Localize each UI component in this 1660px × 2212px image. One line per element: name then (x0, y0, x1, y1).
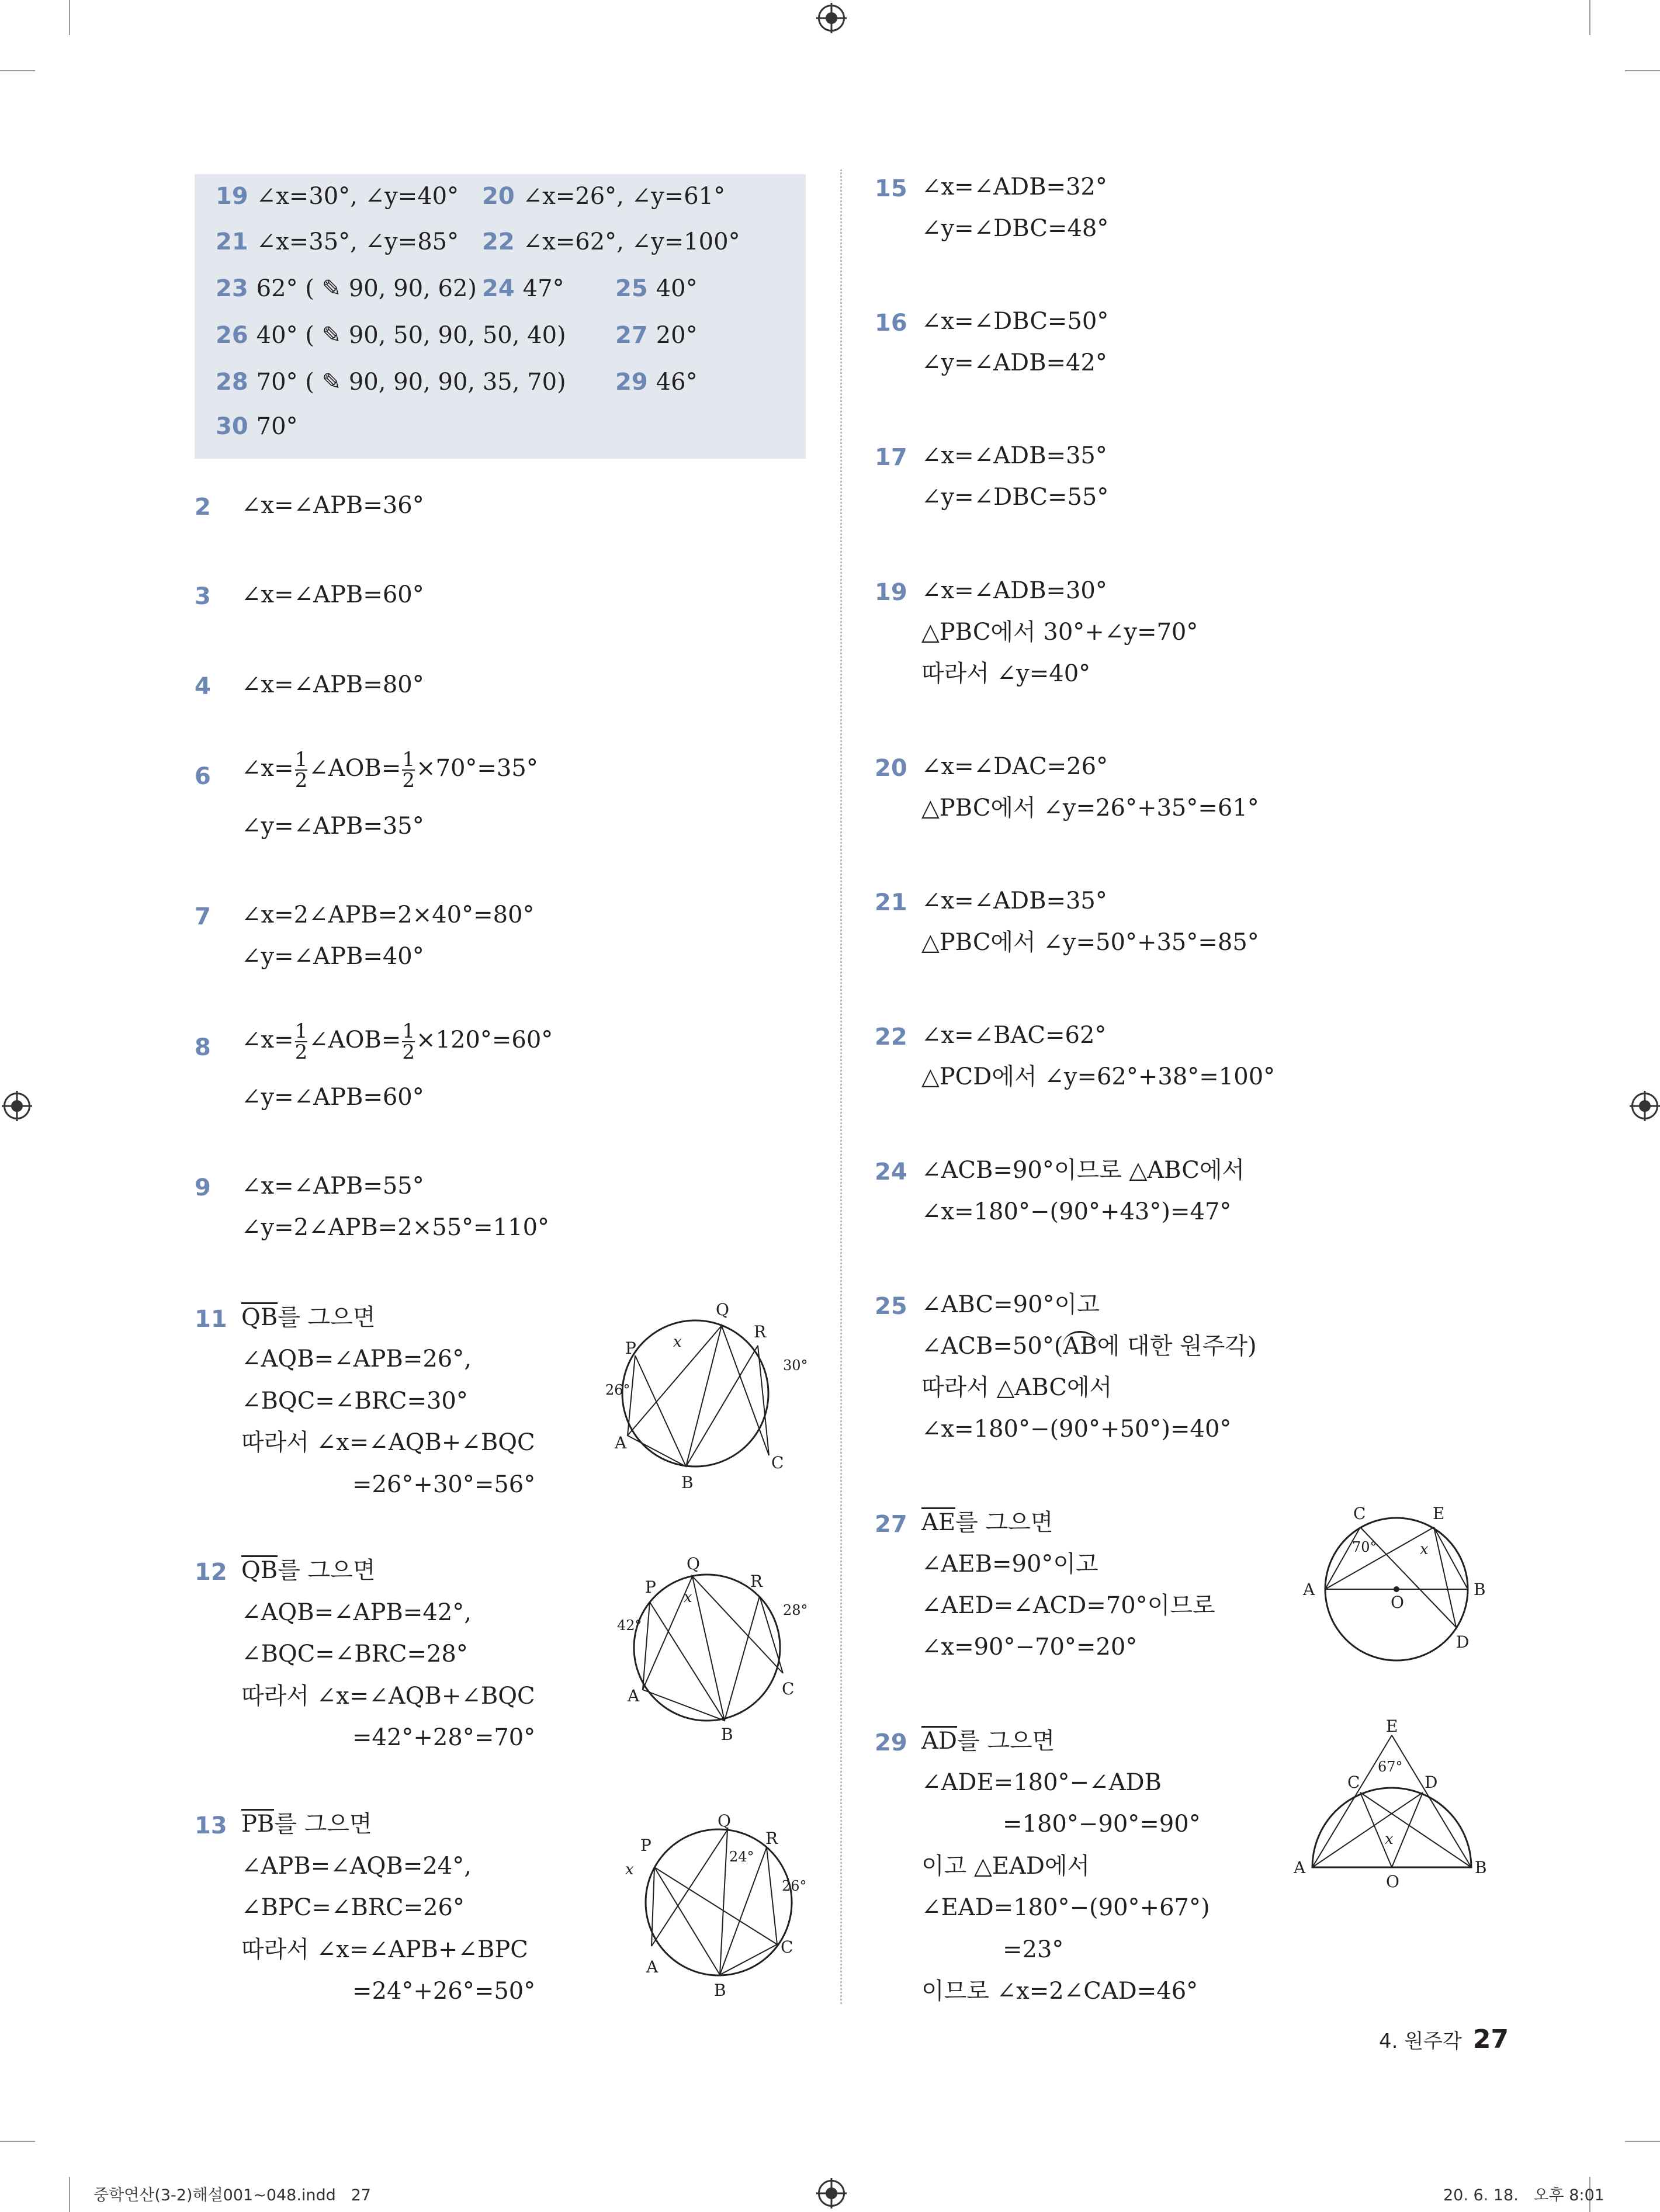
svg-text:A: A (1294, 1858, 1306, 1877)
solution-line: 따라서 ∠x=∠APB+∠BPC (241, 1936, 528, 1963)
solution-line: 따라서 ∠y=40° (921, 660, 1091, 687)
svg-text:B: B (1474, 1580, 1486, 1599)
solution-line: ∠x= $\frac{1}{2}$ ∠AOB= $\frac{1}{2}$ ×70°=35° (241, 748, 538, 792)
solution-line: =24°+26°=50° (352, 1978, 536, 2005)
solution-line: ∠x=180°−(90°+43°)=47° (921, 1198, 1232, 1225)
problem-number: 20 (875, 755, 907, 782)
solution-line: =42°+28°=70° (352, 1724, 536, 1751)
solution-line: ∠x=∠APB=60° (241, 581, 424, 608)
solution-line: ∠y=∠APB=40° (241, 943, 424, 970)
solution-line: △PBC에서 30°+∠y=70° (921, 619, 1198, 646)
svg-text:42°: 42° (617, 1617, 642, 1634)
crop-mark (1625, 2141, 1660, 2142)
solution-line: △PCD에서 ∠y=62°+38°=100° (921, 1063, 1276, 1090)
problem-number: 6 (195, 763, 211, 790)
column-divider (840, 169, 842, 2004)
svg-text:Q: Q (718, 1811, 731, 1830)
solution-line: ∠x=2∠APB=2×40°=80° (241, 902, 535, 928)
crop-mark (69, 0, 70, 35)
solution-line: ∠y=∠APB=35° (241, 813, 424, 840)
solution-line: ∠x=∠BAC=62° (921, 1022, 1107, 1049)
svg-text:B: B (681, 1473, 694, 1492)
answer-summary-box (195, 174, 806, 459)
solution-line: AE를 그으면 (921, 1511, 1053, 1534)
solution-line: ∠ACB=90°이므로 △ABC에서 (921, 1157, 1245, 1184)
svg-text:R: R (750, 1572, 763, 1591)
svg-text:C: C (771, 1453, 784, 1472)
solution-line: ∠BQC=∠BRC=30° (241, 1388, 468, 1414)
print-date-info: 20. 6. 18. 오후 8:01 (1443, 2186, 1604, 2204)
solution-line: ∠y=∠DBC=48° (921, 215, 1109, 242)
registration-mark-icon (818, 2180, 845, 2207)
svg-text:A: A (615, 1433, 627, 1452)
summary-item: 27 20° (615, 322, 698, 349)
solution-line: ∠ACB=50°(AB에 대한 원주각) (921, 1334, 1257, 1358)
registration-mark-icon (4, 1093, 30, 1119)
solution-line: 이므로 ∠x=2∠CAD=46° (921, 1978, 1198, 2005)
solution-line: ∠EAD=180°−(90°+67°) (921, 1894, 1210, 1921)
svg-text:28°: 28° (783, 1602, 808, 1618)
solution-line: AD를 그으면 (921, 1729, 1055, 1753)
registration-mark-icon (818, 5, 845, 32)
summary-item: 28 70° ( ✎ 90, 90, 90, 35, 70) (216, 369, 566, 396)
problem-number: 3 (195, 583, 211, 610)
problem-number: 22 (875, 1024, 907, 1050)
solution-line: ∠x=180°−(90°+50°)=40° (921, 1416, 1232, 1443)
solution-line: △PBC에서 ∠y=26°+35°=61° (921, 795, 1259, 821)
problem-number: 17 (875, 444, 907, 471)
svg-text:A: A (1303, 1580, 1315, 1599)
problem-number: 19 (875, 579, 907, 606)
problem-number: 8 (195, 1034, 211, 1061)
problem-number: 29 (875, 1729, 907, 1756)
svg-text:C: C (782, 1679, 795, 1698)
solution-line: ∠ABC=90°이고 (921, 1291, 1100, 1318)
svg-text:B: B (714, 1981, 726, 2000)
inscribed-angle-figure-12 (608, 1554, 806, 1743)
solution-line: QB를 그으면 (241, 1306, 375, 1329)
crop-mark (0, 70, 35, 71)
svg-text:R: R (765, 1829, 778, 1848)
solution-line: ∠ADE=180°−∠ADB (921, 1769, 1162, 1796)
solution-line: 따라서 △ABC에서 (921, 1374, 1113, 1401)
svg-text:70°: 70° (1352, 1539, 1377, 1555)
solution-line: =23° (1003, 1936, 1064, 1963)
solution-line: ∠AED=∠ACD=70°이므로 (921, 1592, 1215, 1619)
problem-number: 11 (195, 1306, 227, 1333)
solution-line: =26°+30°=56° (352, 1471, 536, 1498)
solution-line: ∠x=∠DAC=26° (921, 753, 1108, 780)
problem-number: 27 (875, 1511, 907, 1538)
solution-line: 따라서 ∠x=∠AQB+∠BQC (241, 1429, 535, 1456)
problem-number: 16 (875, 310, 907, 337)
problem-number: 15 (875, 175, 907, 202)
svg-text:O: O (1391, 1593, 1404, 1612)
crop-mark (69, 2177, 70, 2212)
solution-line: ∠AQB=∠APB=42°, (241, 1599, 472, 1626)
solution-line: ∠AQB=∠APB=26°, (241, 1346, 472, 1372)
svg-text:E: E (1386, 1717, 1398, 1736)
svg-text:D: D (1456, 1632, 1470, 1652)
problem-number: 25 (875, 1293, 907, 1320)
svg-text:B: B (721, 1725, 733, 1744)
solution-line: 따라서 ∠x=∠AQB+∠BQC (241, 1683, 535, 1710)
solution-line: ∠x=∠APB=80° (241, 671, 424, 698)
registration-mark-icon (1631, 1093, 1658, 1119)
solution-line: ∠x=∠APB=36° (241, 492, 424, 519)
solution-line: ∠x= $\frac{1}{2}$ ∠AOB= $\frac{1}{2}$ ×120°=60° (241, 1020, 553, 1064)
solution-line: ∠x=∠DBC=50° (921, 308, 1109, 335)
svg-text:26°: 26° (605, 1382, 630, 1398)
inscribed-angle-figure-29 (1291, 1717, 1490, 1891)
problem-number: 7 (195, 903, 211, 930)
summary-item: 24 47° (482, 275, 564, 302)
svg-text:24°: 24° (729, 1849, 754, 1865)
svg-text:x: x (625, 1861, 634, 1878)
svg-text:Q: Q (687, 1554, 700, 1573)
summary-item: 21 ∠x=35°, ∠y=85° (216, 228, 459, 255)
solution-line: ∠APB=∠AQB=24°, (241, 1853, 472, 1880)
problem-number: 12 (195, 1559, 227, 1586)
summary-item: 30 70° (216, 413, 298, 440)
solution-line: △PBC에서 ∠y=50°+35°=85° (921, 929, 1259, 956)
print-file-info: 중학연산(3-2)해설001~048.indd 27 (93, 2186, 371, 2204)
problem-number: 24 (875, 1159, 907, 1185)
summary-item: 25 40° (615, 275, 698, 302)
inscribed-angle-figure-13 (619, 1809, 818, 1998)
fraction: $\frac{1}{2}$ (402, 1020, 415, 1064)
solution-line: ∠y=∠DBC=55° (921, 484, 1109, 511)
summary-item: 23 62° ( ✎ 90, 90, 62) (216, 275, 477, 302)
svg-text:C: C (1347, 1773, 1360, 1792)
solution-line: ∠x=90°−70°=20° (921, 1634, 1138, 1660)
svg-text:O: O (1386, 1872, 1399, 1891)
crop-mark (1589, 0, 1590, 35)
svg-text:x: x (684, 1589, 692, 1606)
problem-number: 2 (195, 494, 211, 521)
svg-text:P: P (645, 1577, 656, 1597)
summary-item: 26 40° ( ✎ 90, 50, 90, 50, 40) (216, 322, 566, 349)
solution-line: ∠x=∠ADB=35° (921, 887, 1107, 914)
solution-line: QB를 그으면 (241, 1559, 375, 1582)
crop-mark (0, 2141, 35, 2142)
svg-text:R: R (754, 1322, 767, 1341)
svg-text:Q: Q (716, 1300, 729, 1319)
solution-line: ∠BPC=∠BRC=26° (241, 1894, 465, 1921)
chapter-title: 4. 원주각 (1379, 2030, 1462, 2053)
solution-line: =180°−90°=90° (1003, 1811, 1201, 1837)
crop-mark (1625, 70, 1660, 71)
svg-text:E: E (1433, 1504, 1445, 1523)
svg-text:26°: 26° (782, 1878, 807, 1894)
solution-line: ∠x=∠ADB=35° (921, 442, 1107, 469)
svg-text:P: P (625, 1339, 636, 1358)
svg-text:x: x (1385, 1830, 1394, 1848)
svg-text:C: C (1353, 1504, 1366, 1523)
solution-line: ∠BQC=∠BRC=28° (241, 1641, 468, 1667)
inscribed-angle-figure-27 (1303, 1504, 1490, 1667)
solution-line: ∠y=∠ADB=42° (921, 349, 1107, 376)
problem-number: 13 (195, 1812, 227, 1839)
fraction: $\frac{1}{2}$ (402, 748, 415, 792)
solution-line: ∠x=∠APB=55° (241, 1173, 424, 1199)
inscribed-angle-figure-11 (596, 1300, 808, 1492)
page-footer (1379, 2024, 1509, 2054)
svg-text:30°: 30° (783, 1357, 808, 1374)
solution-line: ∠x=∠ADB=30° (921, 577, 1107, 604)
summary-item: 29 46° (615, 369, 698, 396)
solution-line: ∠AEB=90°이고 (921, 1551, 1098, 1577)
fraction: $\frac{1}{2}$ (294, 1020, 308, 1064)
svg-text:D: D (1425, 1773, 1438, 1792)
page-number: 27 (1472, 2024, 1509, 2054)
svg-text:x: x (1420, 1541, 1429, 1558)
solution-line: ∠x=∠ADB=32° (921, 174, 1107, 200)
svg-text:C: C (781, 1937, 793, 1957)
problem-number: 9 (195, 1174, 211, 1201)
svg-text:67°: 67° (1378, 1759, 1403, 1775)
solution-line: ∠y=2∠APB=2×55°=110° (241, 1214, 550, 1241)
summary-item: 19 ∠x=30°, ∠y=40° (216, 183, 459, 210)
summary-item: 20 ∠x=26°, ∠y=61° (482, 183, 726, 210)
fraction: $\frac{1}{2}$ (294, 748, 308, 792)
solution-line: ∠y=∠APB=60° (241, 1084, 424, 1111)
solution-line: PB를 그으면 (241, 1812, 372, 1836)
svg-text:P: P (640, 1836, 651, 1855)
problem-number: 4 (195, 673, 211, 700)
svg-text:x: x (673, 1333, 682, 1351)
problem-number: 21 (875, 889, 907, 916)
svg-text:A: A (646, 1957, 659, 1977)
svg-text:A: A (628, 1686, 640, 1705)
summary-item: 22 ∠x=62°, ∠y=100° (482, 228, 740, 255)
svg-text:B: B (1475, 1858, 1487, 1877)
solution-line: 이고 △EAD에서 (921, 1853, 1090, 1880)
